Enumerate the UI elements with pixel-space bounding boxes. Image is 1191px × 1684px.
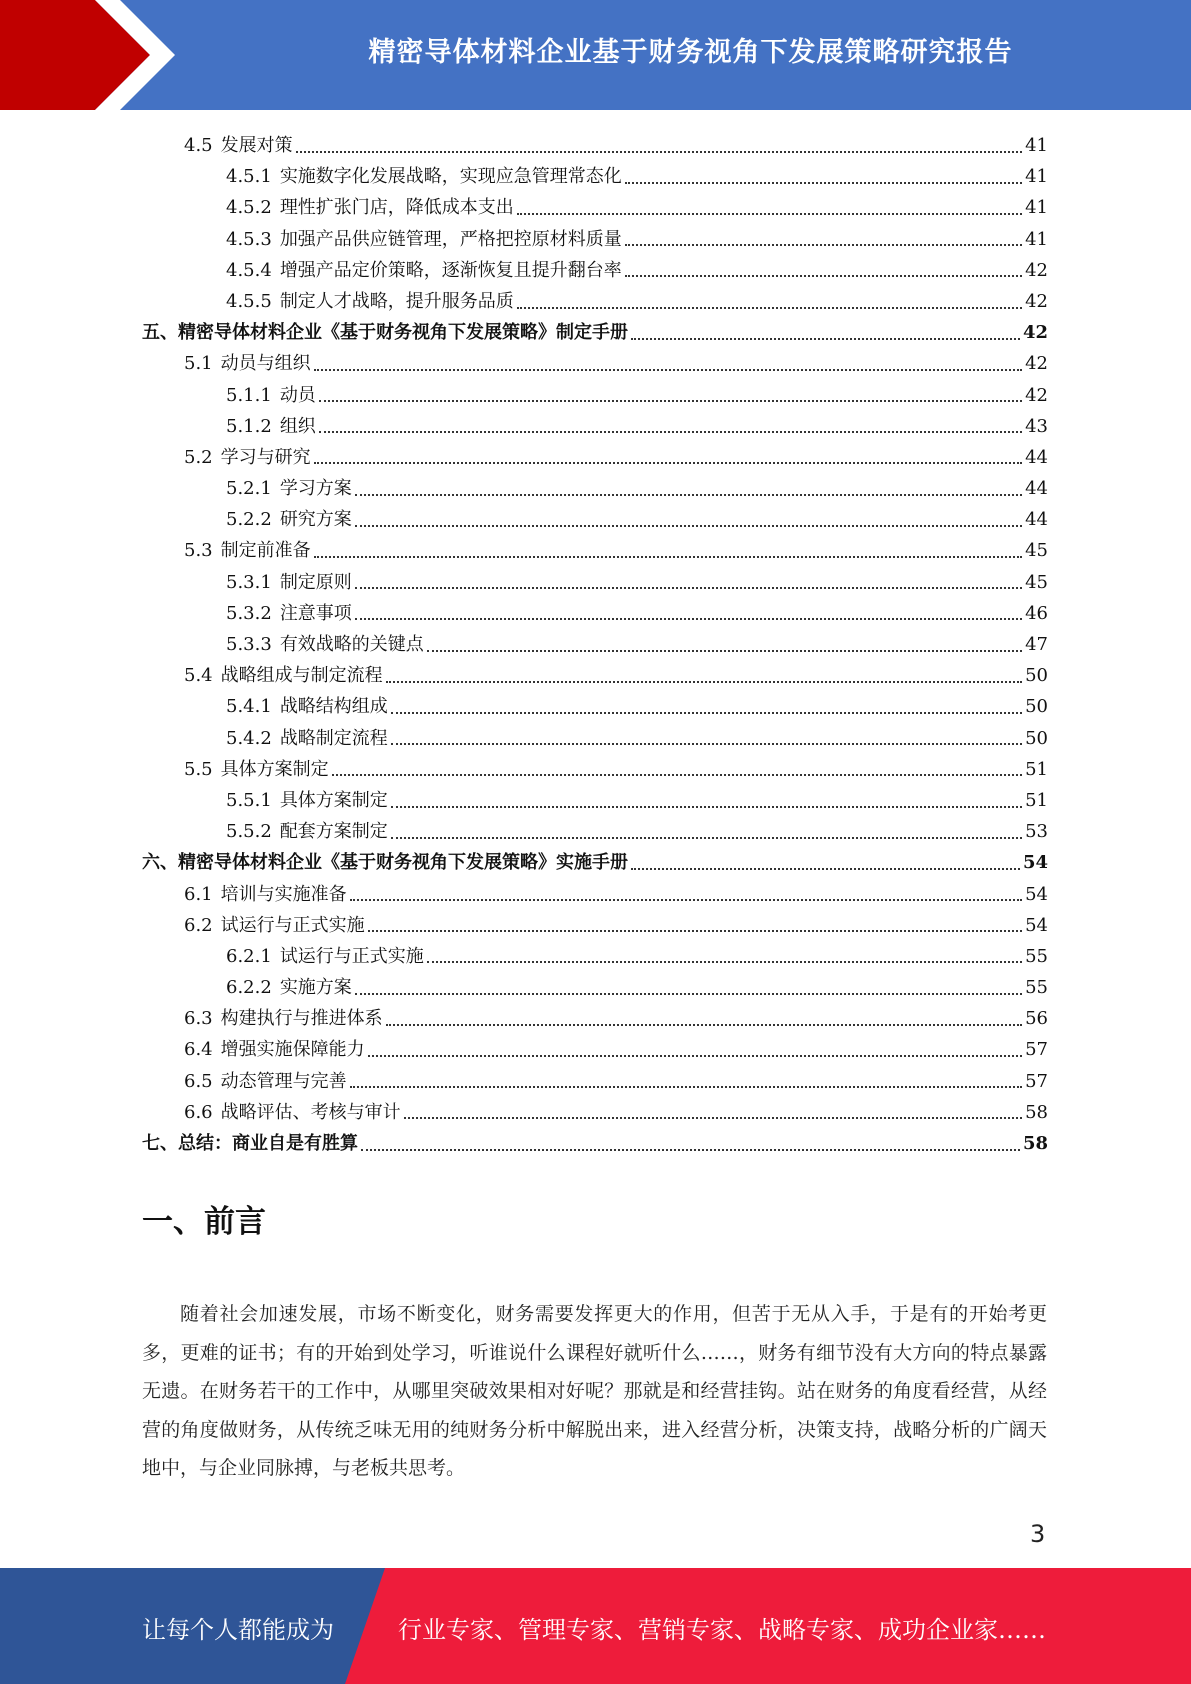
toc-dot-leader (625, 182, 1022, 184)
toc-entry-title: 实施数字化发展战略，实现应急管理常态化 (279, 166, 622, 188)
toc-entry-number: 4.5.2 (226, 197, 272, 219)
toc-entry-title: 战略评估、考核与审计 (220, 1101, 401, 1123)
toc-entry-title: 增强实施保障能力 (220, 1039, 365, 1061)
toc-entry-title: 加强产品供应链管理，严格把控原材料质量 (279, 228, 622, 250)
document-title: 精密导体材料企业基于财务视角下发展策略研究报告 (368, 37, 1013, 68)
toc-entry-number: 5.4.2 (226, 727, 272, 749)
toc-dot-leader (355, 587, 1022, 589)
toc-entry[interactable] (142, 567, 1048, 598)
toc-entry[interactable] (142, 130, 1048, 161)
toc-dot-leader (386, 1024, 1022, 1026)
toc-entry-number: 5.1.1 (226, 384, 272, 406)
toc-entry[interactable] (142, 380, 1048, 411)
toc-dot-leader (427, 961, 1022, 963)
toc-dot-leader (391, 712, 1022, 714)
toc-entry[interactable] (142, 598, 1048, 629)
toc-entry[interactable] (142, 1097, 1048, 1128)
toc-dot-leader (368, 1055, 1022, 1057)
toc-entry[interactable] (142, 910, 1048, 941)
toc-entry-title: 组织 (279, 415, 316, 437)
toc-entry[interactable] (142, 535, 1048, 566)
toc-entry-number: 4.5.3 (226, 228, 272, 250)
toc-entry[interactable] (142, 629, 1048, 660)
toc-entry-number: 6.5 (184, 1070, 213, 1092)
toc-entry-page: 57 (1025, 1070, 1048, 1092)
toc-entry-page: 57 (1025, 1039, 1048, 1061)
toc-dot-leader (427, 650, 1022, 652)
toc-entry-number: 5.5.1 (226, 789, 272, 811)
page-number: 3 (1030, 1520, 1046, 1548)
toc-entry[interactable] (142, 723, 1048, 754)
toc-entry-title: 动态管理与完善 (220, 1070, 347, 1092)
toc-dot-leader (361, 1149, 1020, 1151)
footer-banner (0, 1568, 1191, 1684)
toc-entry[interactable] (142, 473, 1048, 504)
toc-entry[interactable] (142, 224, 1048, 255)
toc-entry-title: 发展对策 (220, 135, 293, 156)
toc-entry[interactable] (142, 754, 1048, 785)
toc-entry-page: 42 (1025, 290, 1048, 312)
toc-entry[interactable] (142, 691, 1048, 722)
toc-entry-page: 41 (1025, 166, 1048, 188)
toc-dot-leader (391, 743, 1022, 745)
toc-entry-page: 45 (1025, 540, 1048, 562)
toc-entry[interactable] (142, 1128, 1048, 1159)
toc-dot-leader (355, 494, 1022, 496)
toc-dot-leader (517, 213, 1022, 215)
toc-entry[interactable] (142, 161, 1048, 192)
toc-entry-number: 5.3 (184, 540, 213, 562)
toc-dot-leader (517, 307, 1022, 309)
toc-entry-title: 制定人才战略，提升服务品质 (279, 290, 514, 312)
toc-entry-page: 51 (1025, 789, 1048, 811)
toc-entry-number: 5.1 (184, 353, 213, 375)
toc-entry-title: 战略结构组成 (279, 696, 388, 718)
toc-entry-page: 43 (1025, 415, 1048, 437)
toc-entry-number: 6.2 (184, 914, 213, 936)
toc-entry-page: 44 (1025, 446, 1048, 468)
toc-entry[interactable] (142, 785, 1048, 816)
toc-entry-page: 41 (1025, 135, 1048, 156)
toc-entry-title: 增强产品定价策略，逐渐恢复且提升翻台率 (279, 259, 622, 281)
toc-entry-number: 6.4 (184, 1039, 213, 1061)
toc-entry-number: 5.4 (184, 665, 213, 687)
toc-entry[interactable] (142, 348, 1048, 379)
toc-dot-leader (350, 899, 1022, 901)
toc-entry-title: 理性扩张门店，降低成本支出 (279, 197, 514, 219)
toc-entry-title: 注意事项 (279, 602, 352, 624)
toc-entry-page: 51 (1025, 758, 1048, 780)
toc-entry-title: 配套方案制定 (279, 821, 388, 843)
toc-dot-leader (319, 400, 1022, 402)
toc-dot-leader (631, 338, 1020, 340)
toc-dot-leader (625, 244, 1022, 246)
table-of-contents (142, 130, 1048, 1159)
toc-entry-number: 4.5.4 (226, 259, 272, 281)
toc-entry-number: 6.3 (184, 1008, 213, 1030)
toc-entry-number: 5.5.2 (226, 821, 272, 843)
toc-entry-page: 46 (1025, 602, 1048, 624)
toc-dot-leader (355, 618, 1022, 620)
footer-slogan-left: 让每个人都能成为 (142, 1616, 334, 1644)
toc-entry-number: 5.5 (184, 758, 213, 780)
toc-entry-number: 4.5 (184, 135, 213, 156)
toc-entry-page: 42 (1022, 322, 1048, 344)
toc-entry-number: 5.4.1 (226, 696, 272, 718)
toc-entry-number: 5.3.3 (226, 634, 272, 655)
toc-entry-title: 精密导体材料企业《基于财务视角下发展策略》制定手册 (178, 322, 628, 344)
toc-entry-title: 研究方案 (279, 509, 352, 531)
toc-entry-page: 50 (1025, 727, 1048, 749)
toc-entry-title: 制定原则 (279, 571, 352, 593)
toc-dot-leader (391, 806, 1022, 808)
toc-entry-title: 有效战略的关键点 (279, 634, 424, 655)
toc-entry-page: 41 (1025, 228, 1048, 250)
toc-entry-title: 具体方案制定 (279, 789, 388, 811)
toc-dot-leader (355, 525, 1022, 527)
toc-entry-title: 具体方案制定 (220, 758, 329, 780)
toc-entry-number: 5.2 (184, 446, 213, 468)
toc-dot-leader (350, 1086, 1022, 1088)
toc-dot-leader (332, 774, 1022, 776)
toc-dot-leader (296, 151, 1022, 153)
toc-entry[interactable] (142, 847, 1048, 878)
toc-entry-title: 学习与研究 (220, 446, 311, 468)
toc-entry[interactable] (142, 442, 1048, 473)
toc-entry-page: 58 (1022, 1133, 1048, 1154)
toc-entry-page: 41 (1025, 197, 1048, 219)
toc-entry-page: 50 (1025, 665, 1048, 687)
toc-entry-title: 精密导体材料企业《基于财务视角下发展策略》实施手册 (178, 852, 628, 874)
toc-dot-leader (391, 837, 1022, 839)
toc-entry-title: 动员与组织 (220, 353, 311, 375)
toc-entry[interactable] (142, 660, 1048, 691)
toc-entry-title: 总结：商业自是有胜算 (178, 1133, 358, 1154)
toc-entry-title: 战略组成与制定流程 (220, 665, 383, 687)
header-banner (0, 0, 1191, 110)
toc-entry-page: 54 (1022, 852, 1048, 874)
toc-entry-number: 5.3.2 (226, 602, 272, 624)
toc-dot-leader (386, 681, 1022, 683)
toc-entry[interactable] (142, 1034, 1048, 1065)
toc-dot-leader (625, 275, 1022, 277)
toc-entry[interactable] (142, 1003, 1048, 1034)
toc-entry-number: 5.3.1 (226, 571, 272, 593)
toc-entry-number: 6.2.2 (226, 977, 272, 999)
toc-entry[interactable] (142, 879, 1048, 910)
toc-entry-title: 试运行与正式实施 (220, 914, 365, 936)
toc-entry-page: 54 (1025, 914, 1048, 936)
toc-entry[interactable] (142, 504, 1048, 535)
toc-entry[interactable] (142, 1066, 1048, 1097)
toc-entry-page: 42 (1025, 353, 1048, 375)
toc-dot-leader (314, 462, 1022, 464)
toc-entry-page: 42 (1025, 384, 1048, 406)
toc-entry-number: 五、 (142, 322, 178, 344)
toc-dot-leader (314, 369, 1022, 371)
toc-entry[interactable] (142, 941, 1048, 972)
toc-entry-page: 55 (1025, 977, 1048, 999)
toc-entry-title: 战略制定流程 (279, 727, 388, 749)
toc-entry-number: 5.2.2 (226, 509, 272, 531)
toc-dot-leader (368, 930, 1022, 932)
toc-entry[interactable] (142, 972, 1048, 1003)
toc-entry-title: 制定前准备 (220, 540, 311, 562)
toc-entry[interactable] (142, 286, 1048, 317)
toc-entry-page: 42 (1025, 259, 1048, 281)
toc-entry[interactable] (142, 255, 1048, 286)
toc-entry-number: 六、 (142, 852, 178, 874)
toc-entry-number: 6.2.1 (226, 945, 272, 967)
toc-dot-leader (319, 431, 1022, 433)
toc-entry-page: 44 (1025, 509, 1048, 531)
toc-entry[interactable] (142, 192, 1048, 223)
toc-entry-page: 44 (1025, 478, 1048, 500)
toc-dot-leader (631, 868, 1020, 870)
toc-entry-page: 54 (1025, 883, 1048, 905)
toc-entry-number: 七、 (142, 1133, 178, 1154)
toc-entry-title: 培训与实施准备 (220, 883, 347, 905)
toc-entry-page: 45 (1025, 571, 1048, 593)
toc-entry-page: 55 (1025, 945, 1048, 967)
preface-paragraph: 随着社会加速发展，市场不断变化，财务需要发挥更大的作用，但苦于无从入手，于是有的开始考更多，更难的证书；有的开始到处学习，听谁说什么课程好就听什么……，财务有细节没有大方向的特点暴露无遗。在财务若干的工作中，从哪里突破效果相对好呢？那就是和经营挂钩。站在财务的角度看经营，从经营的角度做财务，从传统乏味无用的纯财务分析中解脱出来，进入经营分析，决策支持，战略分析的广阔天地中，与企业同脉搏，与老板共思考。 (142, 1303, 1047, 1479)
toc-entry-title: 试运行与正式实施 (279, 945, 424, 967)
toc-entry-page: 56 (1025, 1008, 1048, 1030)
section-heading: 一、前言 (142, 1204, 266, 1240)
toc-entry-number: 4.5.1 (226, 166, 272, 188)
toc-entry-page: 58 (1025, 1101, 1048, 1123)
toc-entry-number: 4.5.5 (226, 290, 272, 312)
toc-entry-title: 学习方案 (279, 478, 352, 500)
toc-entry[interactable] (142, 816, 1048, 847)
toc-entry-number: 6.1 (184, 883, 213, 905)
toc-dot-leader (355, 993, 1022, 995)
toc-entry[interactable] (142, 317, 1048, 348)
toc-entry-page: 50 (1025, 696, 1048, 718)
footer-slogan-right: 行业专家、管理专家、营销专家、战略专家、成功企业家…… (398, 1616, 1046, 1644)
toc-entry-title: 实施方案 (279, 977, 352, 999)
toc-entry-page: 53 (1025, 821, 1048, 843)
toc-entry-number: 6.6 (184, 1101, 213, 1123)
toc-entry-page: 47 (1025, 634, 1048, 655)
toc-dot-leader (404, 1117, 1022, 1119)
toc-entry-title: 构建执行与推进体系 (220, 1008, 383, 1030)
toc-entry-number: 5.1.2 (226, 415, 272, 437)
toc-dot-leader (314, 556, 1022, 558)
toc-entry[interactable] (142, 411, 1048, 442)
toc-entry-title: 动员 (279, 384, 316, 406)
toc-entry-number: 5.2.1 (226, 478, 272, 500)
